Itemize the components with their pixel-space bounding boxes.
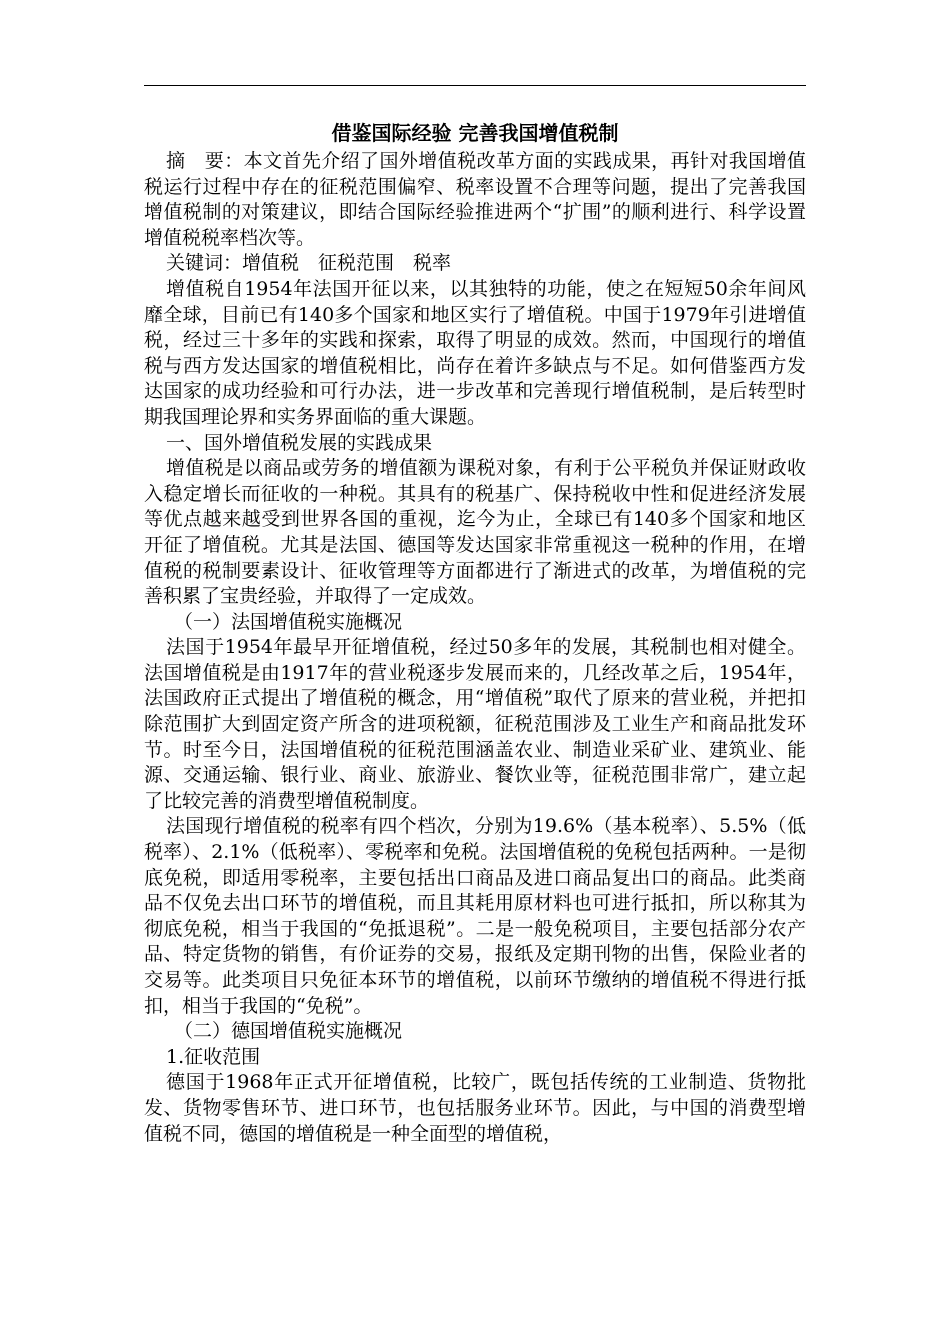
section-1-paragraph: 增值税是以商品或劳务的增值额为课税对象，有利于公平税负并保证财政收入稳定增长而征收的一种税。其具有的税基广、保持税收中性和促进经济发展等优点越来越受到世界各国的重视，迄今为止，全球已有140多个国家和地区开征了增值税。尤其是法国、德国等发达国家非常重视这一税种的作用，在增值税的税制要素设计、征收管理等方面都进行了渐进式的改革，为增值税的完善积累了宝贵经验，并取得了一定成效。	[144, 457, 806, 608]
subsection-heading-germany: （二）德国增值税实施概况	[174, 1020, 403, 1043]
intro-paragraph: 增值税自1954年法国开征以来，以其独特的功能，使之在短短50余年间风靡全球，目前已有140多个国家和地区实行了增值税。中国于1979年引进增值税，经过三十多年的实践和探索，取得了明显的成效。然而，中国现行的增值税与西方发达国家的增值税相比，尚存在着许多缺点与不足。如何借鉴西方发达国家的成功经验和可行办法，进一步改革和完善现行增值税制，是后转型时期我国理论界和实务界面临的重大课题。	[144, 277, 806, 428]
document-title: 借鉴国际经验 完善我国增值税制	[331, 121, 619, 145]
germany-item-heading: 1.征收范围	[166, 1045, 261, 1068]
abstract-paragraph: 摘 要：本文首先介绍了国外增值税改革方面的实践成果，再针对我国增值税运行过程中存在的征税范围偏窄、税率设置不合理等问题，提出了完善我国增值税制的对策建议，即结合国际经验推进两个“扩围”的顺利进行、科学设置增值税税率档次等。	[144, 150, 806, 249]
germany-paragraph-1: 德国于1968年正式开征增值税，比较广，既包括传统的工业制造、货物批发、货物零售环节、进口环节，也包括服务业环节。因此，与中国的消费型增值税不同，德国的增值税是一种全面型的增值税，	[144, 1071, 806, 1145]
section-heading-1: 一、国外增值税发展的实践成果	[166, 431, 433, 454]
subsection-heading-france: （一）法国增值税实施概况	[174, 610, 403, 633]
document-body	[144, 118, 806, 1147]
france-paragraph-2: 法国现行增值税的税率有四个档次，分别为19.6%（基本税率）、5.5%（低税率）、2.1%（低税率）、零税率和免税。法国增值税的免税包括两种。一是彻底免税，即适用零税率，主要包括出口商品及进口商品复出口的商品。此类商品不仅免去出口环节的增值税，而且其耗用原材料也可进行抵扣，所以称其为彻底免税，相当于我国的“免抵退税”。二是一般免税项目，主要包括部分农产品、特定货物的销售，有价证券的交易，报纸及定期刊物的出售，保险业者的交易等。此类项目只免征本环节的增值税，以前环节缴纳的增值税不得进行抵扣，相当于我国的“免税”。	[144, 815, 806, 1017]
france-paragraph-1: 法国于1954年最早开征增值税，经过50多年的发展，其税制也相对健全。法国增值税是由1917年的营业税逐步发展而来的，几经改革之后，1954年，法国政府正式提出了增值税的概念，用“增值税”取代了原来的营业税，并把扣除范围扩大到固定资产所含的进项税额，征税范围涉及工业生产和商品批发环节。时至今日，法国增值税的征税范围涵盖农业、制造业采矿业、建筑业、能源、交通运输、银行业、商业、旅游业、餐饮业等，征税范围非常广，建立起了比较完善的消费型增值税制度。	[144, 636, 806, 812]
header-rule	[144, 85, 806, 86]
keywords-line: 关键词：增值税 征税范围 税率	[166, 252, 452, 275]
